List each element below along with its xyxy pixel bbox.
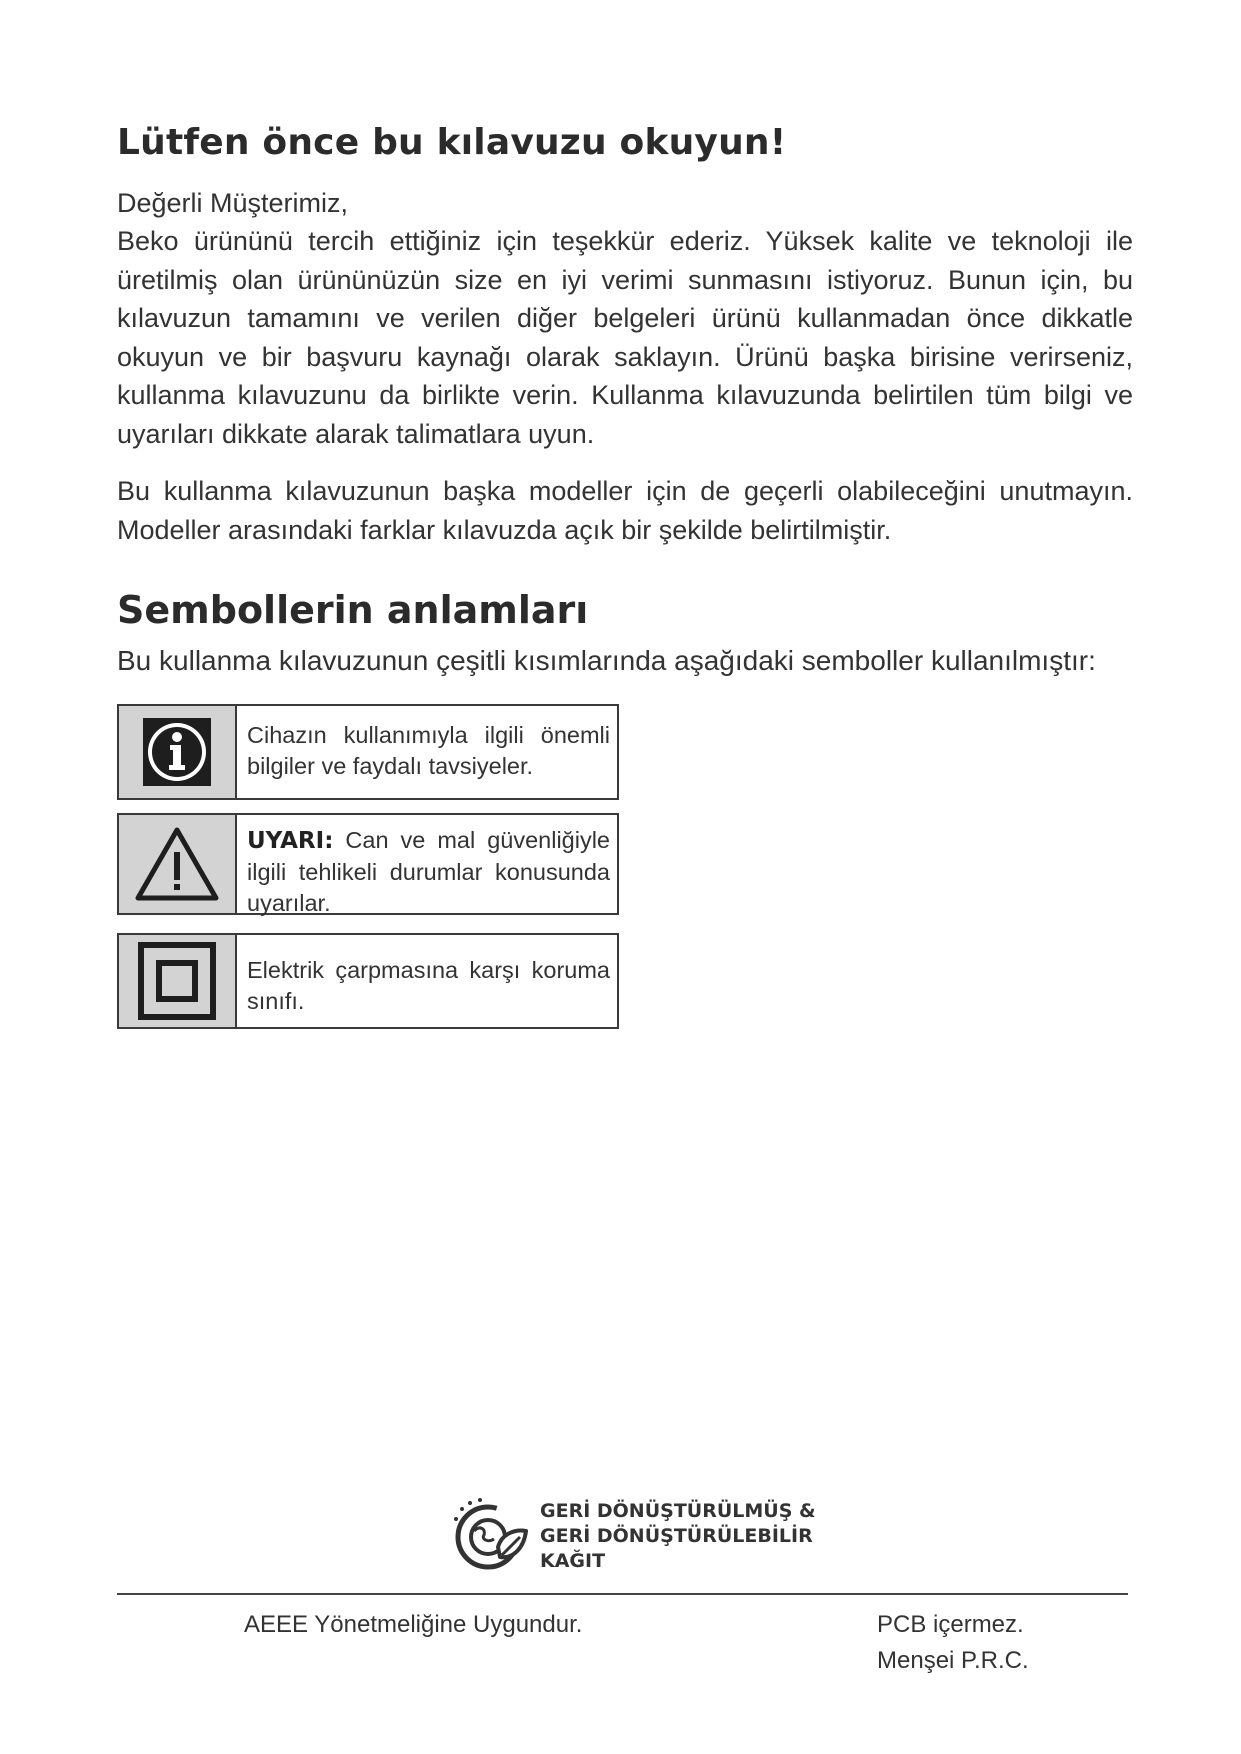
symbol-description: Cihazın kullanımıyla ilgili önemli bilgiler ve faydalı tavsiyeler. bbox=[247, 722, 610, 779]
symbol-row-info bbox=[117, 704, 619, 800]
warning-label: UYARI: bbox=[247, 828, 334, 854]
symbol-row-warning bbox=[117, 813, 619, 915]
symbols-intro: Bu kullanma kılavuzunun çeşitli kısımlarında aşağıdaki semboller kullanılmıştır: bbox=[117, 645, 1096, 676]
recycled-globe-leaf-icon bbox=[450, 1495, 532, 1577]
symbol-description: Elektrik çarpmasına karşı koruma sınıfı. bbox=[247, 957, 610, 1014]
recycled-paper-logo bbox=[450, 1495, 816, 1577]
warning-icon bbox=[119, 815, 237, 913]
symbol-description bbox=[237, 815, 617, 916]
recycle-line-2: GERİ DÖNÜŞTÜRÜLEBİLİR bbox=[540, 1524, 813, 1547]
double-insulation-icon bbox=[119, 935, 237, 1027]
info-icon bbox=[119, 706, 237, 798]
footer-pcb-note: PCB içermez. bbox=[877, 1611, 1024, 1638]
recycle-line-3: KAĞIT bbox=[540, 1549, 606, 1572]
intro-paragraph-2: Bu kullanma kılavuzunun başka modeller için de geçerli olabileceğini unutmayın. Modeller arasındaki farklar kılavuzda açık bir şekilde belirtilmiştir. bbox=[117, 476, 1133, 545]
warning-text: Can ve mal güvenliğiyle ilgili tehlikeli durumlar konusunda uyarılar. bbox=[247, 827, 610, 916]
symbol-row-protection-class bbox=[117, 933, 619, 1029]
intro-paragraph-1: Beko ürününü tercih ettiğiniz için teşekkür ederiz. Yüksek kalite ve teknoloji ile üretilmiş olan ürününüzün size en iyi verimi sunmasını istiyoruz. Bunun için, bu kılavuzun tamamını ve verilen diğer belgeleri ürünü kullanmadan önce dikkatle okuyun ve bir başvuru kaynağı olarak saklayın. Ürünü başka birisine verirseniz, kullanma kılavuzunu da birlikte verin. Kullanma kılavuzunda belirtilen tüm bilgi ve uyarıları dikkate alarak talimatlara uyun. bbox=[117, 226, 1133, 449]
footer-origin bbox=[877, 1607, 1029, 1679]
footer-divider bbox=[117, 1593, 1128, 1595]
symbols-heading: Sembollerin anlamları bbox=[117, 588, 589, 632]
recycle-line-1: GERİ DÖNÜŞTÜRÜLMÜŞ & bbox=[540, 1499, 816, 1522]
footer-compliance: AEEE Yönetmeliğine Uygundur. bbox=[244, 1611, 583, 1638]
footer-origin-note: Menşei P.R.C. bbox=[877, 1647, 1029, 1674]
page-title: Lütfen önce bu kılavuzu okuyun! bbox=[117, 122, 787, 163]
salutation: Değerli Müşterimiz, bbox=[117, 188, 349, 218]
